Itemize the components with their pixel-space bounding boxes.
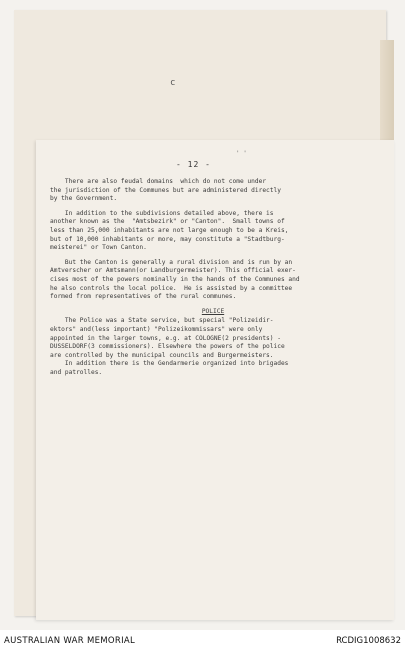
paragraph — [50, 178, 376, 204]
text-line: Amtverscher or Amtsmann(or Landburgermeister). This official exer- — [50, 267, 296, 275]
paragraph — [50, 317, 376, 377]
text-line: another known as the "Amtsbezirk" or "Canton". Small towns of — [50, 218, 285, 226]
text-line: but of 10,000 inhabitants or more, may constitute a "Stadtburg- — [50, 235, 285, 243]
text-line: appointed in the larger towns, e.g. at COLOGNE(2 presidents) - — [50, 334, 281, 342]
text-line: cises most of the powers nominally in the hands of the Communes and — [50, 275, 300, 283]
paragraph — [50, 210, 376, 253]
text-line: the jurisdiction of the Communes but are administered directly — [50, 186, 281, 194]
record-id: RCDIG1008632 — [336, 636, 401, 646]
document-page — [36, 140, 394, 620]
text-line: The Police was a State service, but special "Polizeidir- — [50, 317, 274, 325]
text-line: meisterei" or Town Canton. — [50, 244, 147, 252]
text-line: less than 25,000 inhabitants are not large enough to be a Kreis, — [50, 226, 289, 234]
back-sheet-mark: c — [170, 78, 176, 88]
section-heading-police: POLICE — [201, 307, 225, 315]
text-line: DUSSELDORF(3 commissioners). Elsewhere the powers of the police — [50, 343, 285, 351]
text-line: ektors" and(less important) "Polizeikommissars" were only — [50, 325, 263, 333]
paragraph — [50, 259, 376, 302]
pencil-mark: ' ' — [236, 150, 247, 157]
text-line: In addition there is the Gendarmerie organized into brigades — [50, 360, 289, 368]
text-line: But the Canton is generally a rural division and is run by an — [50, 258, 293, 266]
document-body — [50, 178, 376, 383]
text-line: formed from representatives of the rural communes. — [50, 293, 237, 301]
page-number: - 12 - — [176, 160, 211, 169]
text-line: are controlled by the municipal councils and Burgermeisters. — [50, 351, 274, 359]
text-line: There are also feudal domains which do not come under — [50, 178, 267, 185]
archive-footer — [0, 630, 405, 654]
text-line: In addition to the subdivisions detailed above, there is — [50, 209, 274, 217]
text-line: he also controls the local police. He is assisted by a committee — [50, 284, 293, 292]
text-line: by the Government. — [50, 195, 118, 203]
text-line: and patrolles. — [50, 368, 103, 376]
archive-name: AUSTRALIAN WAR MEMORIAL — [4, 636, 136, 646]
